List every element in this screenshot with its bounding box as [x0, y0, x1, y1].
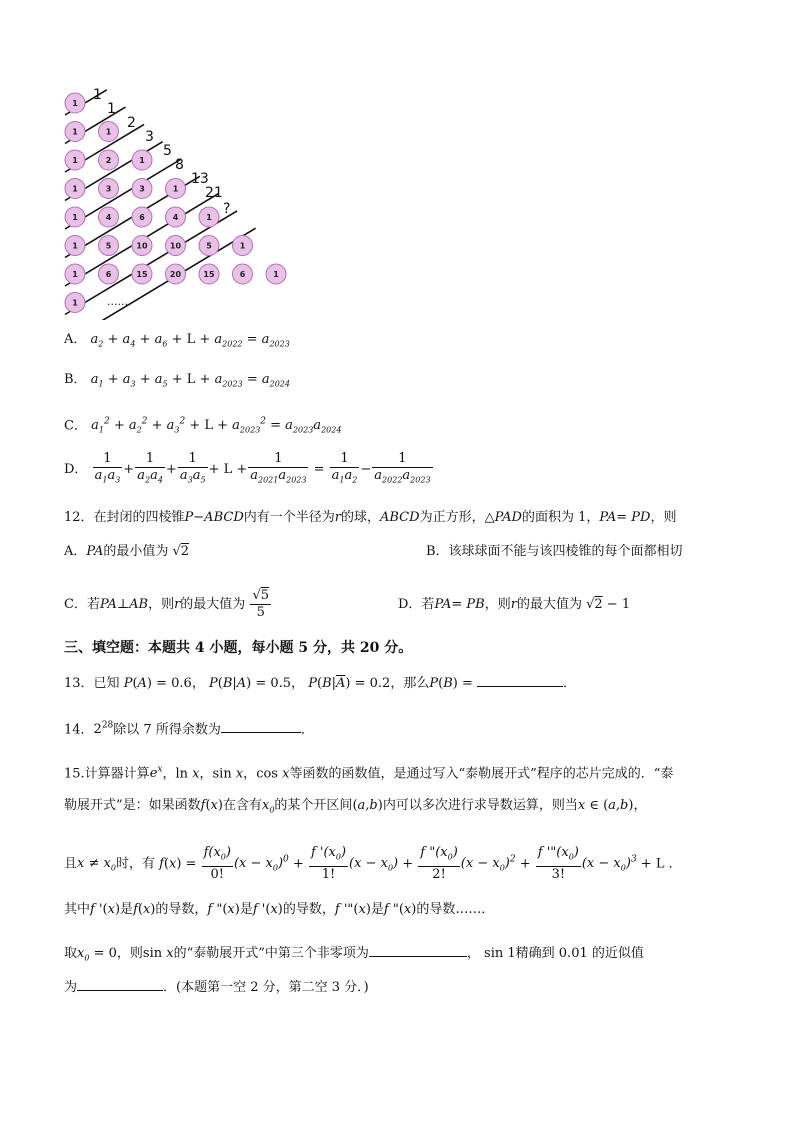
pascal-cell-value: 3	[105, 184, 112, 194]
pascal-cell-value: 1	[72, 127, 78, 137]
q11-option-a: A． $a_2 + a_4 + a_6 + L + a_{2022} = a_{2023}$	[64, 332, 290, 349]
pascal-cell-value: 5	[206, 241, 212, 251]
pascal-cell-value: 4	[105, 213, 112, 222]
pascal-triangle-figure	[55, 85, 315, 320]
q12-option-c: C．若PA⊥AB，则r的最大值为 $\frac{√5}{5}$	[64, 588, 270, 620]
pascal-cell-value: 1	[72, 298, 78, 308]
pascal-cell-value: 15	[136, 270, 148, 279]
option-label: C．	[64, 418, 87, 434]
pascal-cell-value: 6	[239, 270, 246, 279]
pascal-cell-value: 1	[72, 270, 78, 279]
pascal-cell-value: 1	[72, 184, 78, 194]
q11-option-c: C． $a_1^2 + a_2^2 + a_3^2 + L + a_{2023}^2 = a_{2023}a_{2024}$	[64, 417, 342, 435]
pascal-cell-value: 1	[273, 270, 279, 279]
q12-option-a: A．PA的最小值为 √2	[64, 544, 190, 559]
q12-option-d: D．若PA= PB，则r的最大值为 √2 − 1	[398, 597, 631, 612]
q15-line2: 勒展开式”是：如果函数f(x)在含有$x_0$的某个开区间(a,b)内可以多次进行求导数运算，则当x ∈ (a,b)，	[64, 798, 647, 815]
q15-line3-taylor: 且$x \ne x_0$时，有 f(x) = $\frac{f(x_0)}{0!}$ $(x - x_0)^0$ + $\frac{f '(x_0)}{1!}$ $(x - x_0)$ + $\frac{f "(x_0)}{2!}$ $(x - x_0)^2$ + $\frac{f '"(x_0)}{3!}$ $(x - x_0)^3 + L$ ．	[64, 845, 682, 882]
pascal-cell-value: 15	[203, 270, 215, 279]
diagonal-line	[65, 228, 256, 320]
answer-blank[interactable]	[221, 718, 301, 733]
section-heading: 三、填空题：本题共 4 小题，每小题 5 分，共 20 分。	[64, 640, 413, 656]
diagonal-sum-label: 5	[163, 143, 172, 159]
answer-blank[interactable]	[477, 672, 563, 687]
pascal-cell-value: 1	[72, 99, 78, 108]
option-label: B．	[64, 372, 87, 387]
pascal-cell-value: 1	[206, 213, 212, 222]
pascal-cell-value: 5	[105, 241, 112, 251]
pascal-cell-value: 10	[136, 241, 148, 251]
diagonal-sum-label: 1	[93, 87, 102, 103]
diagonal-sum-label: 1	[107, 101, 116, 117]
pascal-cell-value: 3	[139, 184, 145, 194]
diagonal-sum-label: 8	[175, 157, 184, 173]
answer-blank-2[interactable]	[77, 976, 163, 991]
pascal-cell-value: 1	[139, 156, 145, 165]
pascal-cell-value: 2	[105, 156, 112, 165]
q13: 13．已知 P(A) = 0.6， P(B|A) = 0.5， $P(B|\overline{A}) = 0.2$，那么P(B) = ．	[64, 672, 576, 694]
pascal-cell-value: 1	[105, 127, 112, 137]
pascal-cell-value: 4	[172, 213, 179, 222]
q15-line5: 取$x_0 = 0$，则sin x的“泰勒展开式”中第三个非零项为 ， sin 1精确到 0.01 的近似值	[64, 942, 644, 969]
ellipsis: ......	[107, 295, 128, 308]
pascal-cell-value: 10	[169, 241, 182, 251]
q14: 14．$2^{28}$除以 7 所得余数为 ．	[64, 716, 314, 740]
q15-line4: 其中f '(x)是f(x)的导数，f "(x)是f '(x)的导数，f '"(x)是f "(x)的导数……．	[64, 902, 495, 917]
q11-option-b: B． $a_1 + a_3 + a_5 + L + a_{2023} = a_{2024}$	[64, 372, 290, 389]
q15-line6: 为 ．(本题第一空 2 分，第二空 3 分．)	[64, 976, 369, 998]
pascal-cell-value: 1	[172, 184, 179, 194]
pascal-cell-value: 6	[105, 270, 112, 279]
q11-option-d: D． $\frac{1}{a_1a_3}$ + $\frac{1}{a_2a_4}$ + $\frac{1}{a_3a_5}$ + L + $\frac{1}{a_{2021}a_{2023}}$ = $\frac{1}{a_1a_2}$ − $\frac{1}{a_{2022}a_{2023}}$	[64, 450, 431, 485]
diagonal-sum-label: ?	[223, 201, 231, 217]
option-label: A．	[64, 332, 87, 347]
answer-blank-1[interactable]	[369, 942, 467, 957]
pascal-cell-value: 1	[72, 156, 78, 165]
diagonal-sum-label: 13	[191, 171, 209, 187]
pascal-cell-value: 1	[72, 241, 78, 251]
q15-line1: 15.计算器计算$e^x$，ln x，sin x，cos x等函数的函数值，是通过写入“泰勒展开式”程序的芯片完成的．“泰	[64, 765, 674, 782]
pascal-cell-value: 1	[72, 213, 78, 222]
diagonal-sum-label: 2	[127, 115, 136, 131]
diagonal-sum-label: 21	[205, 185, 223, 201]
diagonal-sum-label: 3	[145, 129, 154, 145]
pascal-cell-value: 6	[139, 213, 145, 222]
q12-option-b: B．该球球面不能与该四棱锥的每个面都相切	[426, 544, 683, 559]
option-label: D．	[64, 462, 88, 477]
q12-stem: 12．在封闭的四棱锥P−ABCD内有一个半径为r的球，ABCD为正方形，△PAD的面积为 1，PA= PD，则	[64, 510, 677, 525]
pascal-cell-value: 1	[239, 241, 246, 251]
pascal-cell-value: 20	[169, 270, 182, 279]
